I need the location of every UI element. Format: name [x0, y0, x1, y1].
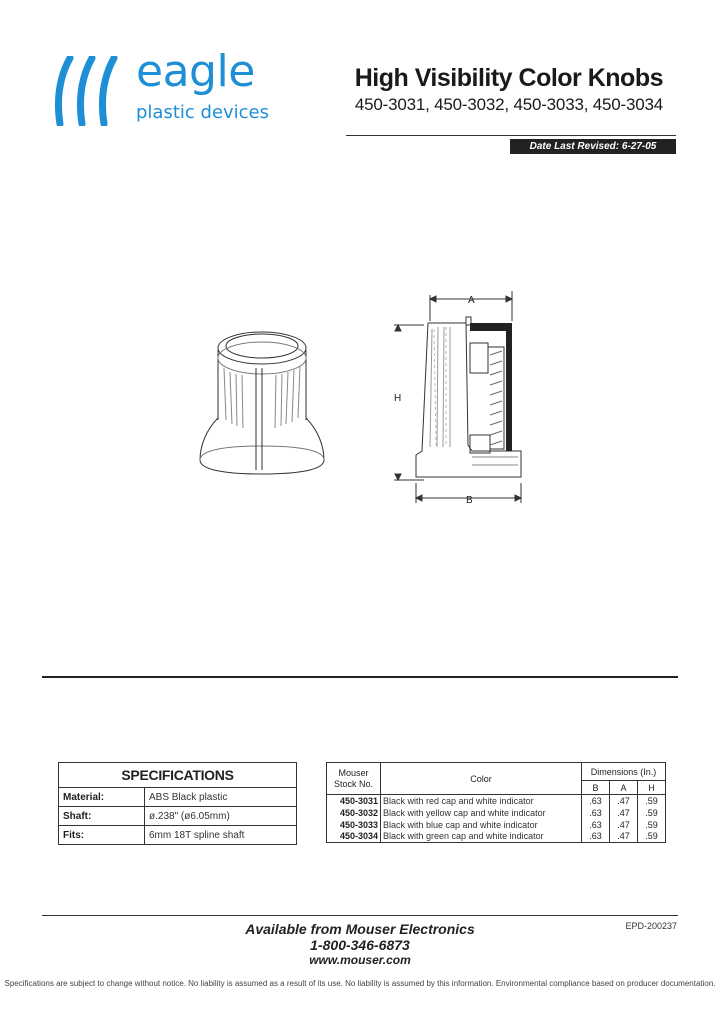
logo-subtitle: plastic devices — [136, 102, 270, 123]
header-divider — [346, 135, 676, 136]
part-numbers: 450-3031, 450-3032, 450-3033, 450-3034 — [354, 95, 663, 114]
spec-row — [59, 807, 297, 826]
dim-col-b: B — [582, 781, 610, 795]
color-description: Black with green cap and white indicator — [381, 831, 582, 843]
eagle-logo-stripes-icon — [52, 56, 132, 126]
stock-number: 450-3031 — [327, 795, 381, 807]
dim-col-a: A — [610, 781, 638, 795]
cross-section-drawing — [380, 285, 540, 505]
dim-a-value: .47 — [610, 795, 638, 807]
specifications-title: SPECIFICATIONS — [59, 763, 297, 788]
date-revised-badge: Date Last Revised: 6-27-05 — [510, 139, 676, 154]
disclaimer: Specifications are subject to change without notice. No liability is assumed as a result of its use. No liability is assumed by this information. Environmental compliance based on producer documentation. — [4, 979, 716, 988]
dim-b-value: .63 — [582, 819, 610, 831]
dim-h-value: .59 — [638, 807, 666, 819]
dim-b-value: .63 — [582, 795, 610, 807]
spec-value: ABS Black plastic — [145, 788, 297, 807]
dim-h-value: .59 — [638, 819, 666, 831]
table-row — [327, 819, 666, 831]
dim-a-label: A — [468, 295, 475, 306]
dim-b-value: .63 — [582, 831, 610, 843]
stock-number: 450-3033 — [327, 819, 381, 831]
dim-h-label: H — [394, 393, 402, 404]
dimensions-header: Dimensions (In.) — [582, 763, 666, 781]
footer-divider — [42, 915, 678, 916]
website-link[interactable]: www.mouser.com — [309, 953, 411, 967]
spec-row — [59, 788, 297, 807]
knob-illustration — [196, 320, 328, 480]
dim-col-h: H — [638, 781, 666, 795]
color-description: Black with blue cap and white indicator — [381, 819, 582, 831]
dim-h-value: .59 — [638, 795, 666, 807]
dim-b-value: .63 — [582, 807, 610, 819]
availability-text: Available from Mouser Electronics — [245, 921, 475, 937]
products-table — [326, 762, 666, 843]
color-description: Black with red cap and white indicator — [381, 795, 582, 807]
table-row — [327, 795, 666, 807]
stock-number: 450-3032 — [327, 807, 381, 819]
stock-header: Mouser Stock No. — [327, 763, 381, 795]
dim-a-value: .47 — [610, 819, 638, 831]
spec-label: Material: — [59, 788, 145, 807]
document-id: EPD-200237 — [625, 921, 677, 931]
spec-label: Fits: — [59, 826, 145, 845]
specifications-table — [58, 762, 297, 845]
dim-a-value: .47 — [610, 831, 638, 843]
color-header: Color — [381, 763, 582, 795]
phone-number: 1-800-346-6873 — [310, 937, 410, 953]
spec-label: Shaft: — [59, 807, 145, 826]
dim-a-value: .47 — [610, 807, 638, 819]
color-description: Black with yellow cap and white indicator — [381, 807, 582, 819]
spec-value: 6mm 18T spline shaft — [145, 826, 297, 845]
dim-b-label: B — [466, 495, 473, 505]
stock-number: 450-3034 — [327, 831, 381, 843]
dim-h-value: .59 — [638, 831, 666, 843]
spec-value: ø.238" (ø6.05mm) — [145, 807, 297, 826]
table-row — [327, 807, 666, 819]
logo-wordmark: eagle — [136, 46, 255, 97]
table-row — [327, 831, 666, 843]
spec-row — [59, 826, 297, 845]
page-title: High Visibility Color Knobs — [354, 64, 663, 92]
section-divider — [42, 676, 678, 678]
